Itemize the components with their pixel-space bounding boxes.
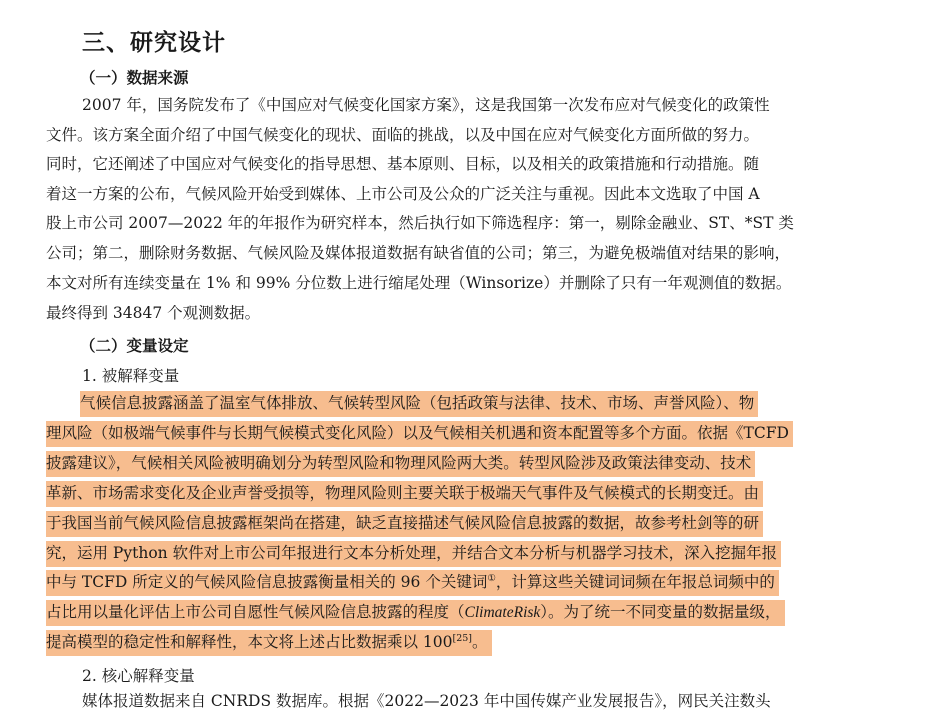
- subsection-data-source: （一）数据来源: [80, 69, 189, 87]
- text-line-cut: 媒体报道数据来自 CNRDS 数据库。根据《2022—2023 年中国传媒产业发展报告》，网民关注数头: [82, 692, 771, 710]
- highlighted-line: 于我国当前气候风险信息披露框架尚在搭建，缺乏直接描述气候风险信息披露的数据，故参考杜剑等的研: [46, 511, 763, 537]
- line-text: 中与 TCFD 所定义的气候风险信息披露衡量相关的 96 个关键词: [46, 573, 488, 591]
- highlighted-line: [46, 570, 779, 596]
- line-text: ，计算这些关键词词频在年报总词频中的: [495, 573, 775, 591]
- highlighted-line: 气候信息披露涵盖了温室气体排放、气候转型风险（包括政策与法律、技术、市场、声誉风险）、物: [80, 391, 758, 417]
- highlighted-line: [46, 630, 492, 656]
- text-line: 最终得到 34847 个观测数据。: [46, 304, 261, 322]
- text-line: 同时，它还阐述了中国应对气候变化的指导思想、基本原则、目标，以及相关的政策措施和行动措施。随: [46, 155, 760, 173]
- line-text: 提高模型的稳定性和解释性，本文将上述占比数据乘以 100: [46, 633, 453, 651]
- text-line: 2007 年，国务院发布了《中国应对气候变化国家方案》，这是我国第一次发布应对气候变化的政策性: [82, 96, 770, 114]
- item-dependent-variable: 1. 被解释变量: [82, 367, 180, 385]
- section-title: 三、研究设计: [82, 30, 226, 56]
- citation-marker[interactable]: [25]: [452, 633, 473, 644]
- line-text: 占比用以量化评估上市公司自愿性气候风险信息披露的程度（: [46, 603, 465, 621]
- text-line: 公司；第二，删除财务数据、气候风险及媒体报道数据有缺省值的公司；第三，为避免极端值对结果的影响，: [46, 244, 791, 262]
- highlighted-line: 披露建议》，气候相关风险被明确划分为转型风险和物理风险两大类。转型风险涉及政策法律变动、技术: [46, 451, 755, 477]
- highlighted-line: 革新、市场需求变化及企业声誉受损等，物理风险则主要关联于极端天气事件及气候模式的长期变迁。由: [46, 481, 763, 507]
- variable-name: ClimateRisk: [464, 604, 541, 621]
- subsection-variable-settings: （二）变量设定: [80, 337, 189, 355]
- text-line: 本文对所有连续变量在 1% 和 99% 分位数上进行缩尾处理（Winsorize）并删除了只有一年观测值的数据。: [46, 274, 792, 292]
- highlighted-line: 究，运用 Python 软件对上市公司年报进行文本分析处理，并结合文本分析与机器学习技术，深入挖掘年报: [46, 541, 781, 567]
- highlighted-line: 理风险（如极端气候事件与长期气候模式变化风险）以及气候相关机遇和资本配置等多个方面。依据《TCFD: [46, 421, 793, 447]
- line-text: ）。为了统一不同变量的数据量级，: [540, 603, 781, 621]
- text-line: 文件。该方案全面介绍了中国气候变化的现状、面临的挑战，以及中国在应对气候变化方面所做的努力。: [46, 126, 760, 144]
- line-text: 。: [472, 633, 488, 651]
- text-line: 着这一方案的公布，气候风险开始受到媒体、上市公司及公众的广泛关注与重视。因此本文选取了中国 A: [46, 185, 760, 203]
- item-core-explanatory-variable: 2. 核心解释变量: [82, 667, 195, 685]
- footnote-marker[interactable]: ①: [487, 573, 496, 584]
- highlighted-line: [46, 600, 785, 626]
- text-line: 股上市公司 2007—2022 年的年报作为研究样本，然后执行如下筛选程序：第一，剔除金融业、ST、*ST 类: [46, 214, 794, 232]
